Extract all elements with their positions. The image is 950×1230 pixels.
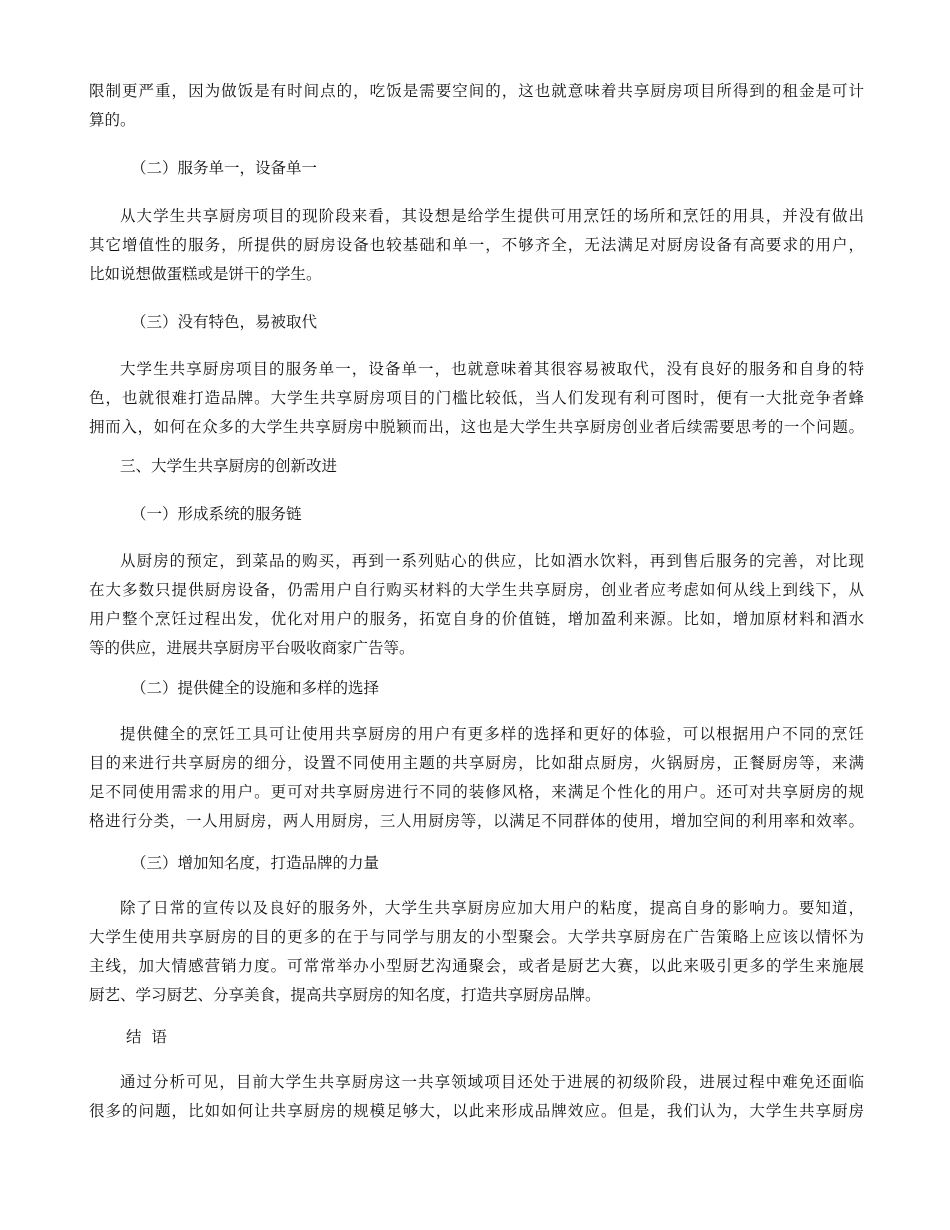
paragraph-rent-limits [89,77,864,135]
text-line: 通过分析可见，目前大学生共享厨房这一共享领域项目还处于进展的初级阶段，进展过程中难免还面临 [120,1073,864,1091]
text-line: 比如说想做蛋糕或是饼干的学生。 [89,265,322,283]
text-line: 算的。 [89,111,136,129]
text-line: 色，也就很难打造品牌。大学生共享厨房项目的门槛比较低，当人们发现有利可图时，便有一大批竞争者蜂 [89,389,864,407]
text-line: 其它增值性的服务，所提供的厨房设备也较基础和单一，不够齐全，无法满足对厨房设备有高要求的用户， [89,236,864,254]
section-heading-facilities: （二）提供健全的设施和多样的选择 [131,679,380,697]
conclusion-heading: 结 语 [126,1028,167,1046]
section-heading-no-features: （三）没有特色，易被取代 [131,313,318,331]
text-line: 主线，加大情感营销力度。可常常举办小型厨艺沟通聚会，或者是厨艺大赛，以此来吸引更多的学生来施展 [89,957,864,975]
paragraph-current-stage [89,202,864,289]
text-line: 拥而入，如何在众多的大学生共享厨房中脱颖而出，这也是大学生共享厨房创业者后续需要思考的一个问题。 [89,418,864,436]
section-heading-service-chain: （一）形成系统的服务链 [131,505,302,523]
text-line: 从大学生共享厨房项目的现阶段来看，其设想是给学生提供可用烹饪的场所和烹饪的用具，并没有做出 [120,207,864,225]
text-line: 从厨房的预定，到菜品的购买，再到一系列贴心的供应，比如酒水饮料，再到售后服务的完善，对比现 [120,552,864,570]
section-heading-brand: （三）增加知名度，打造品牌的力量 [131,854,380,872]
text-line: 大学生共享厨房项目的服务单一，设备单一，也就意味着其很容易被取代，没有良好的服务和自身的特 [120,360,864,378]
paragraph-conclusion [89,1068,864,1126]
text-line: 等的供应，进展共享厨房平台吸收商家广告等。 [89,639,415,657]
text-line: 用户整个烹饪过程出发，优化对用户的服务，拓宽自身的价值链，增加盈利来源。比如，增加原材料和酒水 [89,610,864,628]
text-line: 很多的问题，比如如何让共享厨房的规模足够大，以此来形成品牌效应。但是，我们认为，大学生共享厨房 [89,1102,864,1120]
chapter-heading-innovation: 三、大学生共享厨房的创新改进 [120,457,338,475]
section-heading-single-service: （二）服务单一，设备单一 [131,159,318,177]
text-line: 格进行分类，一人用厨房，两人用厨房，三人用厨房等，以满足不同群体的使用，增加空间的利用率和效率。 [89,812,864,830]
paragraph-brand [89,894,864,1010]
text-line: 目的来进行共享厨房的细分，设置不同使用主题的共享厨房，比如甜点厨房，火锅厨房，正餐厨房等，来满 [89,754,864,772]
text-line: 足不同使用需求的用户。更可对共享厨房进行不同的装修风格，来满足个性化的用户。还可对共享厨房的规 [89,783,864,801]
text-line: 除了日常的宣传以及良好的服务外，大学生共享厨房应加大用户的粘度，提高自身的影响力。要知道， [120,899,864,917]
text-line: 限制更严重，因为做饭是有时间点的，吃饭是需要空间的，这也就意味着共享厨房项目所得到的租金是可计 [89,82,864,100]
paragraph-facilities [89,720,864,836]
text-line: 在大多数只提供厨房设备，仍需用户自行购买材料的大学生共享厨房，创业者应考虑如何从线上到线下，从 [89,581,864,599]
paragraph-easy-replace [89,355,864,442]
text-line: 大学生使用共享厨房的目的更多的在于与同学与朋友的小型聚会。大学共享厨房在广告策略上应该以情怀为 [89,928,864,946]
text-line: 厨艺、学习厨艺、分享美食，提高共享厨房的知名度，打造共享厨房品牌。 [89,986,601,1004]
text-line: 提供健全的烹饪工具可让使用共享厨房的用户有更多样的选择和更好的体验，可以根据用户不同的烹饪 [120,725,864,743]
paragraph-service-chain [89,547,864,663]
